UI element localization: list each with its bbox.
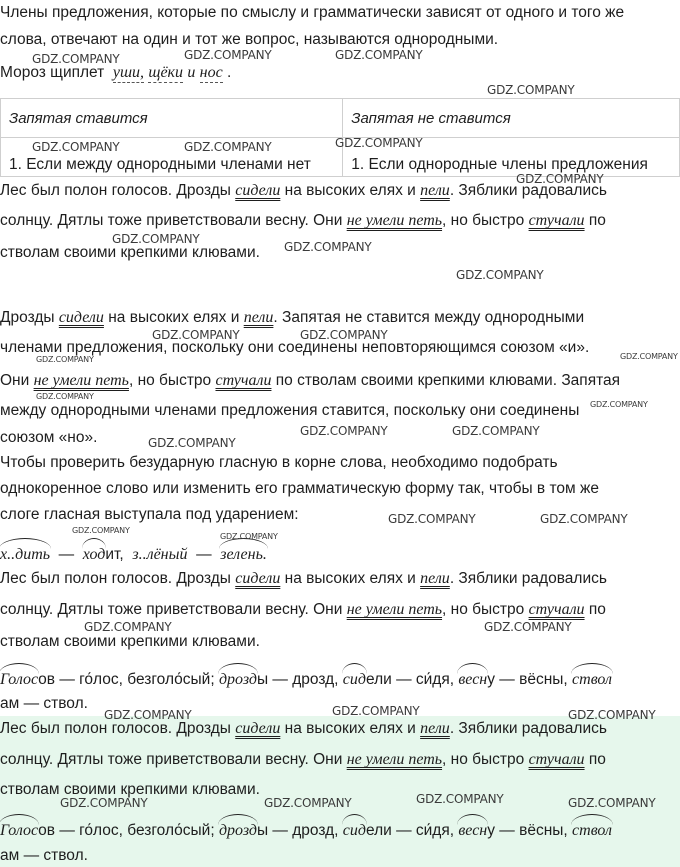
text-paragraph-line: членами предложения, поскольку они соединены неповторяющимся союзом «и».: [0, 339, 590, 356]
root: ствол: [572, 822, 612, 839]
table-header-no-comma: Запятая не ставится: [343, 99, 680, 138]
example-sentence: Мороз щиплет уши, щёки и нос .: [0, 64, 232, 81]
watermark: GDZ.COMPANY: [416, 792, 504, 806]
predicate: сидели: [235, 570, 281, 587]
text-paragraph-line: Лес был полон голосов. Дрозды сидели на высоких елях и пели. Зяблики радовались: [0, 570, 607, 587]
watermark: GDZ.COMPANY: [72, 526, 130, 535]
watermark: GDZ.COMPANY: [456, 268, 544, 282]
root: дрозд: [218, 822, 257, 839]
predicate: сидели: [58, 309, 104, 326]
watermark: GDZ.COMPANY: [620, 352, 678, 361]
predicate: не умели петь: [346, 601, 443, 618]
watermark: GDZ.COMPANY: [487, 83, 575, 97]
root-word: х..дить: [0, 546, 51, 563]
predicate: пели: [243, 309, 274, 326]
watermark: GDZ.COMPANY: [32, 52, 120, 66]
predicate: стучали: [528, 751, 585, 768]
watermark: GDZ.COMPANY: [32, 140, 120, 154]
text-paragraph-line: Они не умели петь, но быстро стучали по стволам своими крепкими клювами. Запятая: [0, 372, 621, 389]
watermark: GDZ.COMPANY: [516, 172, 604, 186]
watermark: GDZ.COMPANY: [540, 512, 628, 526]
root: Голос: [0, 671, 39, 688]
table-cell: 1. Если между однородными членами нет: [1, 138, 343, 177]
watermark: GDZ.COMPANY: [104, 708, 192, 722]
watermark: GDZ.COMPANY: [300, 328, 388, 342]
example-word: щёки: [148, 64, 184, 81]
root: ствол: [572, 671, 612, 688]
answer-line: ам — ствол.: [0, 847, 88, 864]
root-examples: х..дить — ходит, з..лёный — зелень.: [0, 546, 267, 563]
watermark: GDZ.COMPANY: [284, 240, 372, 254]
answer-line: солнцу. Дятлы тоже приветствовали весну. Они не умели петь, но быстро стучали по: [0, 751, 606, 768]
text-paragraph-line: стволам своими крепкими клювами.: [0, 244, 260, 261]
text-paragraph-line: Лес был полон голосов. Дрозды сидели на высоких елях и пели. Зяблики радовались: [0, 182, 607, 199]
watermark: GDZ.COMPANY: [112, 232, 200, 246]
watermark: GDZ.COMPANY: [388, 512, 476, 526]
watermark: GDZ.COMPANY: [452, 424, 540, 438]
text-paragraph-line: между однородными членами предложения ставится, поскольку они соединены: [0, 402, 580, 419]
definition-line-2: слова, отвечают на один и тот же вопрос, называются однородными.: [0, 31, 499, 48]
text-paragraph-line: ам — ствол.: [0, 695, 88, 712]
root: сид: [342, 822, 366, 839]
text-paragraph-line: Дрозды сидели на высоких елях и пели. Запятая не ставится между однородными: [0, 309, 585, 326]
text-paragraph-line: союзом «но».: [0, 429, 98, 446]
predicate: сидели: [235, 720, 281, 737]
text-paragraph-line: однокоренное слово или изменить его грамматическую форму так, чтобы в том же: [0, 480, 599, 497]
table-cell: 1. Если однородные члены предложения: [343, 138, 680, 177]
watermark: GDZ.COMPANY: [590, 400, 648, 409]
predicate: пели: [420, 182, 450, 199]
watermark: GDZ.COMPANY: [84, 620, 172, 634]
answer-line: стволам своими крепкими клювами.: [0, 781, 260, 798]
predicate: пели: [420, 720, 450, 737]
watermark: GDZ.COMPANY: [152, 328, 240, 342]
root-word: з..лёный: [132, 546, 188, 563]
text-paragraph-line: слоге гласная выступала под ударением:: [0, 506, 299, 523]
table-header-comma: Запятая ставится: [1, 99, 343, 138]
watermark: GDZ.COMPANY: [36, 355, 94, 364]
root: весн: [458, 671, 488, 688]
root: дрозд: [218, 671, 257, 688]
predicate: сидели: [235, 182, 281, 199]
root: сид: [342, 671, 366, 688]
predicate: стучали: [215, 372, 272, 389]
root: Голос: [0, 822, 39, 839]
answer-stress-line: Голосов — го́лос, безголо́сый; дрозды — дрозд, сидели — си́дя, весну — вёсны, ствол: [0, 822, 612, 839]
watermark: GDZ.COMPANY: [332, 704, 420, 718]
watermark: GDZ.COMPANY: [184, 48, 272, 62]
watermark: GDZ.COMPANY: [36, 392, 94, 401]
predicate: не умели петь: [346, 212, 443, 229]
predicate: стучали: [528, 212, 585, 229]
answer-line: Лес был полон голосов. Дрозды сидели на высоких елях и пели. Зяблики радовались: [0, 720, 607, 737]
example-word: нос: [199, 64, 223, 81]
watermark: GDZ.COMPANY: [220, 532, 278, 541]
stress-examples: Голосов — го́лос, безголо́сый; дрозды — дрозд, сидели — си́дя, весну — вёсны, ствол: [0, 671, 612, 688]
root-word: зелень.: [220, 546, 267, 563]
example-word: уши,: [112, 64, 145, 81]
predicate: не умели петь: [33, 372, 129, 389]
root-word: ход: [82, 546, 106, 563]
predicate: стучали: [528, 601, 585, 618]
watermark: GDZ.COMPANY: [148, 436, 236, 450]
watermark: GDZ.COMPANY: [335, 136, 423, 150]
watermark: GDZ.COMPANY: [484, 620, 572, 634]
text-paragraph-line: солнцу. Дятлы тоже приветствовали весну. Они не умели петь, но быстро стучали по: [0, 601, 606, 618]
text-paragraph-line: Чтобы проверить безударную гласную в корне слова, необходимо подобрать: [0, 454, 558, 471]
watermark: GDZ.COMPANY: [60, 796, 148, 810]
watermark: GDZ.COMPANY: [568, 796, 656, 810]
watermark: GDZ.COMPANY: [184, 140, 272, 154]
root: весн: [458, 822, 488, 839]
watermark: GDZ.COMPANY: [300, 424, 388, 438]
watermark: GDZ.COMPANY: [568, 708, 656, 722]
text-paragraph-line: стволам своими крепкими клювами.: [0, 633, 260, 650]
predicate: пели: [420, 570, 450, 587]
watermark: GDZ.COMPANY: [264, 796, 352, 810]
definition-line-1: Члены предложения, которые по смыслу и грамматически зависят от одного и того же: [0, 4, 625, 21]
watermark: GDZ.COMPANY: [335, 48, 423, 62]
predicate: не умели петь: [346, 751, 443, 768]
text-paragraph-line: солнцу. Дятлы тоже приветствовали весну. Они не умели петь, но быстро стучали по: [0, 212, 606, 229]
